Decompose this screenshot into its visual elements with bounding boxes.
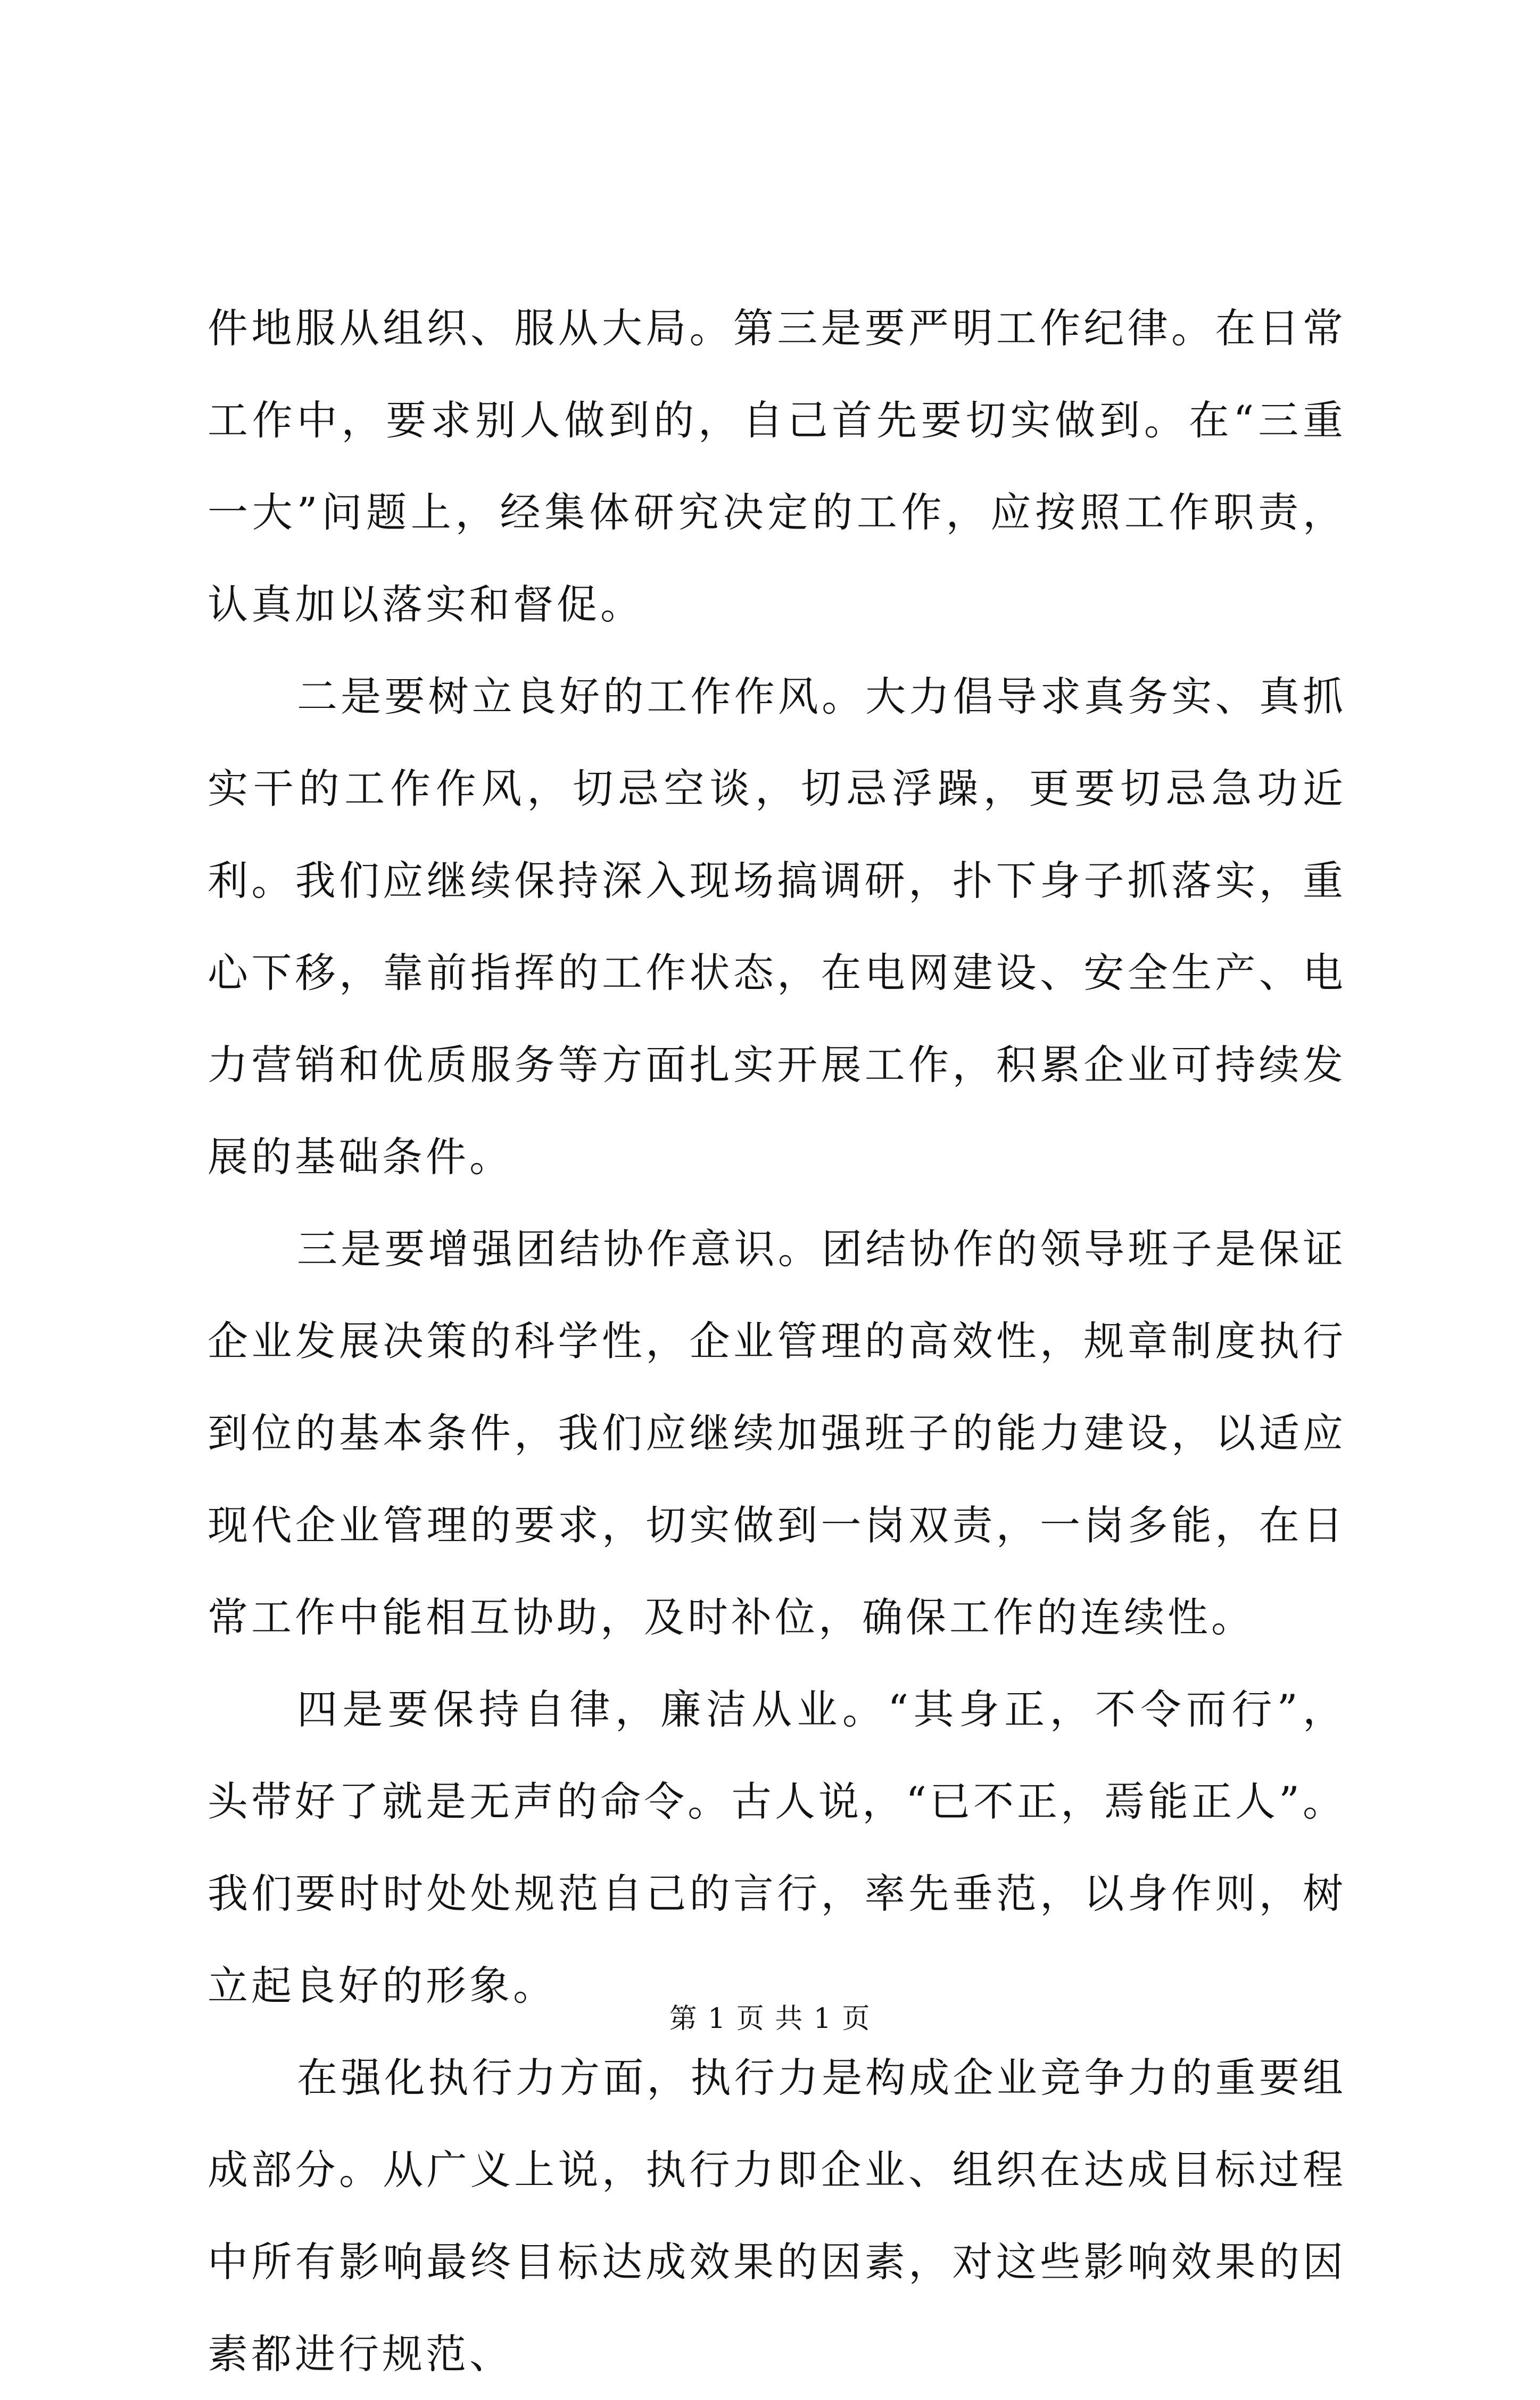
paragraph-2: 二是要树立良好的工作作风。大力倡导求真务实、真抓实干的工作作风，切忌空谈，切忌浮躁，更要切忌急功近利。我们应继续保持深入现场搞调研，扑下身子抓落实，重心下移，靠前指挥的工作状态，在电网建设、安全生产、电力营销和优质服务等方面扎实开展工作，积累企业可持续发展的基础条件。 [208,673,1346,1181]
paragraph-5: 在强化执行力方面，执行力是构成企业竞争力的重要组成部分。从广义上说，执行力即企业、组织在达成目标过程中所有影响最终目标达成效果的因素，对这些影响效果的因素都进行规范、 [208,2054,1346,2378]
paragraph-3: 三是要增强团结协作意识。团结协作的领导班子是保证企业发展决策的科学性，企业管理的高效性，规章制度执行到位的基本条件，我们应继续加强班子的能力建设，以适应现代企业管理的要求，切实做到一岗双责，一岗多能，在日常工作中能相互协助，及时补位，确保工作的连续性。 [208,1225,1346,1641]
paragraph-4: 四是要保持自律，廉洁从业。“其身正，不令而行”，头带好了就是无声的命令。古人说，“已不正，焉能正人”。我们要时时处处规范自己的言行，率先垂范，以身作则，树立起良好的形象。 [208,1686,1346,2009]
paragraph-1: 件地服从组织、服从大局。第三是要严明工作纪律。在日常工作中，要求别人做到的，自己首先要切实做到。在“三重一大”问题上，经集体研究决定的工作，应按照工作职责，认真加以落实和督促。 [208,304,1346,628]
page-number-footer: 第 1 页 共 1 页 [669,2003,871,2035]
document-body [208,282,1346,2400]
